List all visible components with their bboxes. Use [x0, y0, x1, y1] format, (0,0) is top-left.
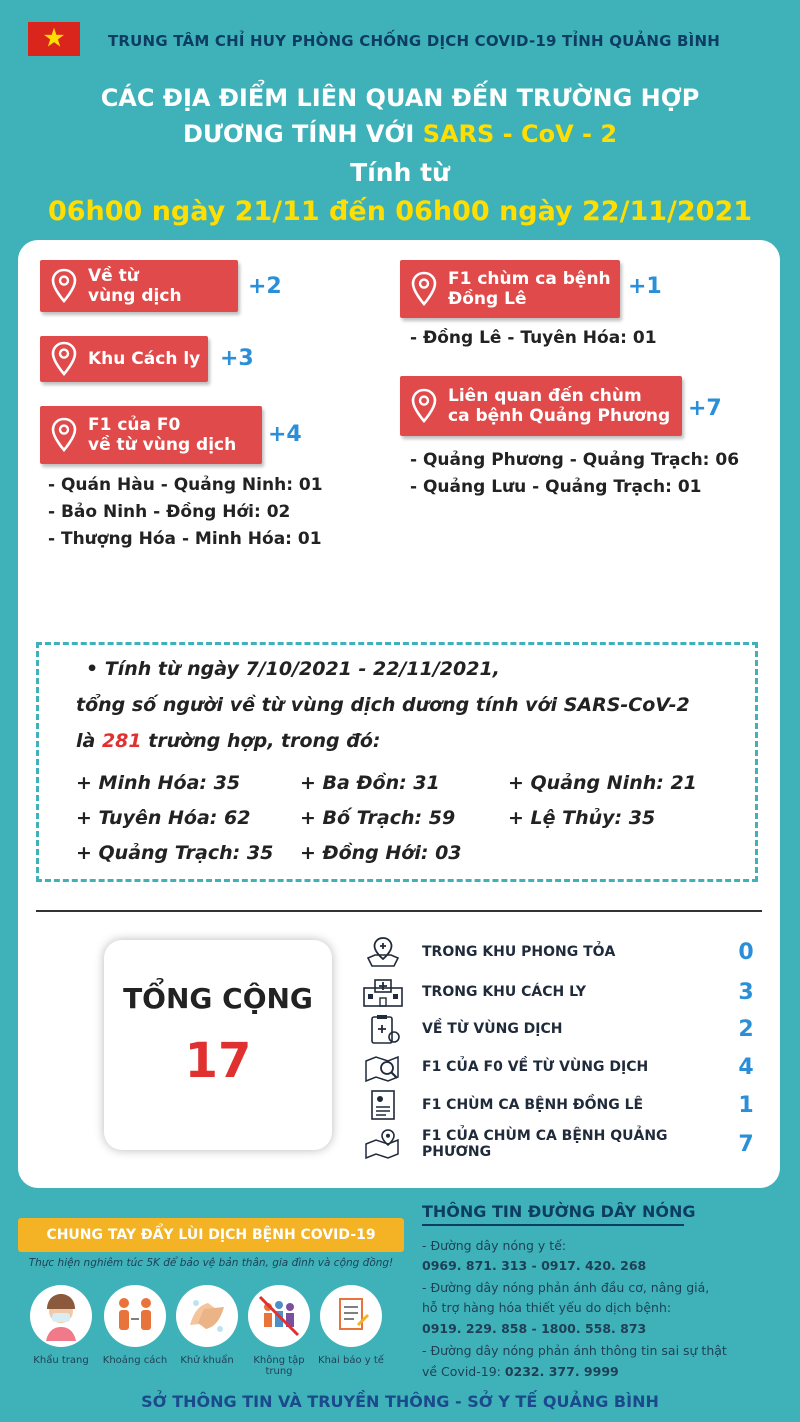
hotline-title: THÔNG TIN ĐƯỜNG DÂY NÓNG: [422, 1202, 696, 1221]
list-item: - Bảo Ninh - Đồng Hới: 02: [48, 502, 291, 522]
tag-count: +1: [628, 274, 662, 299]
tag-label: Liên quan đến chùm ca bệnh Quảng Phương: [448, 386, 671, 426]
stat-value: 4: [738, 1054, 754, 1080]
district-item: + Ba Đồn: 31: [300, 772, 440, 794]
hotline-number: 0969. 871. 313 - 0917. 420. 268: [422, 1258, 647, 1273]
summary-total-number: 281: [101, 730, 142, 752]
title-line-2: [0, 120, 800, 148]
list-item: - Đồng Lê - Tuyên Hóa: 01: [410, 328, 657, 348]
stat-label: TRONG KHU CÁCH LY: [422, 984, 586, 1000]
stat-label: F1 CHÙM CA BỆNH ĐỒNG LÊ: [422, 1097, 644, 1113]
title-line-2-highlight: SARS - CoV - 2: [422, 120, 618, 148]
tag-returned-from-epidemic: [40, 260, 238, 312]
stat-value: 7: [738, 1131, 754, 1157]
hotline-text-prefix: về Covid-19:: [422, 1364, 505, 1379]
stat-row: [360, 1051, 760, 1083]
hand-wash-icon: [176, 1285, 238, 1347]
hospital-icon: [360, 976, 406, 1008]
title-line-1: CÁC ĐỊA ĐIỂM LIÊN QUAN ĐẾN TRƯỜNG HỢP: [100, 84, 700, 112]
district-item: + Đồng Hới: 03: [300, 842, 462, 864]
campaign-item-label: Khẩu trang: [33, 1355, 89, 1366]
summary-line-3: [76, 730, 381, 752]
stat-row: [360, 1089, 760, 1121]
date-range: 06h00 ngày 21/11 đến 06h00 ngày 22/11/2021: [47, 196, 753, 227]
map-pin-icon: [360, 1128, 406, 1160]
location-list: [410, 325, 657, 352]
hotline-number: 0919. 229. 858 - 1800. 558. 873: [422, 1321, 647, 1336]
total-box: [104, 940, 332, 1150]
total-label: TỔNG CỘNG: [123, 982, 313, 1015]
vietnam-flag-icon: ★: [28, 22, 80, 56]
tag-label: Khu Cách ly: [88, 349, 201, 369]
stat-label: TRONG KHU PHONG TỎA: [422, 944, 616, 960]
map-search-icon: [360, 1051, 406, 1083]
tag-label: Về từ vùng dịch: [88, 266, 182, 306]
district-item: + Lệ Thủy: 35: [508, 807, 656, 829]
hotline-text: hỗ trợ hàng hóa thiết yếu do dịch bệnh:: [422, 1300, 672, 1315]
stat-label: F1 CỦA F0 VỀ TỪ VÙNG DỊCH: [422, 1059, 649, 1075]
medical-clipboard-icon: [360, 1013, 406, 1045]
stat-row: [360, 976, 760, 1008]
tag-count: +4: [268, 422, 302, 447]
hotline-text: [422, 1364, 619, 1379]
campaign-item-label: Khử khuẩn: [180, 1355, 234, 1366]
campaign-subtitle: Thực hiện nghiêm túc 5K để bảo vệ bản thân, gia đình và cộng đồng!: [28, 1257, 394, 1269]
list-item: - Quảng Phương - Quảng Trạch: 06: [410, 450, 740, 470]
location-pin-icon: [50, 268, 78, 304]
district-item: + Tuyên Hóa: 62: [76, 807, 251, 829]
total-value: 17: [184, 1033, 252, 1089]
stat-value: 3: [738, 979, 754, 1005]
stat-value: 0: [738, 939, 754, 965]
location-pin-icon: [410, 271, 438, 307]
summary-line-3-suffix: trường hợp, trong đó:: [141, 730, 381, 752]
no-gathering-icon: [248, 1285, 310, 1347]
district-item: + Bố Trạch: 59: [300, 807, 456, 829]
organization-name: TRUNG TÂM CHỈ HUY PHÒNG CHỐNG DỊCH COVID-19 TỈNH QUẢNG BÌNH: [108, 32, 720, 50]
stat-label: VỀ TỪ VÙNG DỊCH: [422, 1021, 563, 1037]
hotline-text: - Đường dây nóng phản ánh thông tin sai sự thật: [422, 1343, 727, 1358]
tag-quarantine-area: [40, 336, 208, 382]
title-line-3: Tính từ: [350, 158, 450, 187]
stat-label: F1 CỦA CHÙM CA BỆNH QUẢNG PHƯƠNG: [422, 1128, 668, 1160]
stat-row: [360, 1128, 760, 1160]
tag-cluster-quang-phuong: [400, 376, 682, 436]
footer-text: SỞ THÔNG TIN VÀ TRUYỀN THÔNG - SỞ Y TẾ QUẢNG BÌNH: [141, 1392, 659, 1411]
distance-icon: [104, 1285, 166, 1347]
district-item: + Minh Hóa: 35: [76, 772, 241, 794]
stat-value: 2: [738, 1016, 754, 1042]
health-declaration-icon: [320, 1285, 382, 1347]
tag-f1-cluster-dong-le: [400, 260, 620, 318]
district-item: + Quảng Trạch: 35: [76, 842, 274, 864]
list-item: - Quán Hàu - Quảng Ninh: 01: [48, 475, 323, 495]
campaign-item-label: Khai báo y tế: [318, 1355, 384, 1366]
summary-line-2: tổng số người về từ vùng dịch dương tính với SARS-CoV-2: [76, 694, 690, 716]
summary-line-1: • Tính từ ngày 7/10/2021 - 22/11/2021,: [86, 658, 500, 680]
hotline-text: - Đường dây nóng phản ánh đầu cơ, nâng giá,: [422, 1280, 710, 1295]
summary-line-3-prefix: là: [76, 730, 102, 752]
hotline-number: 0232. 377. 9999: [504, 1364, 619, 1379]
location-pin-icon: [50, 341, 78, 377]
stat-row: [360, 936, 760, 968]
tag-count: +2: [248, 274, 282, 299]
title-line-2-prefix: DƯƠNG TÍNH VỚI: [182, 120, 423, 148]
campaign-item-label: Khoảng cách: [102, 1355, 168, 1366]
mask-icon: [30, 1285, 92, 1347]
lockdown-pin-icon: [360, 936, 406, 968]
location-pin-icon: [50, 417, 78, 453]
list-item: - Quảng Lưu - Quảng Trạch: 01: [410, 477, 702, 497]
hotline-underline: [422, 1224, 684, 1226]
campaign-banner: CHUNG TAY ĐẨY LÙI DỊCH BỆNH COVID-19: [18, 1218, 404, 1252]
tag-count: +7: [688, 396, 722, 421]
tag-f1-of-f0: [40, 406, 262, 464]
divider: [36, 910, 762, 912]
campaign-item-label: Không tập trung: [253, 1355, 305, 1377]
tag-count: +3: [220, 346, 254, 371]
hotline-text: - Đường dây nóng y tế:: [422, 1238, 567, 1253]
stat-value: 1: [738, 1092, 754, 1118]
location-list: [48, 472, 323, 553]
list-item: - Thượng Hóa - Minh Hóa: 01: [48, 529, 322, 549]
location-pin-icon: [410, 388, 438, 424]
stat-row: [360, 1013, 760, 1045]
tag-label: F1 của F0 về từ vùng dịch: [88, 415, 237, 455]
medical-record-icon: [360, 1089, 406, 1121]
location-list: [410, 447, 739, 501]
tag-label: F1 chùm ca bệnh Đồng Lê: [448, 269, 611, 309]
district-item: + Quảng Ninh: 21: [508, 772, 697, 794]
